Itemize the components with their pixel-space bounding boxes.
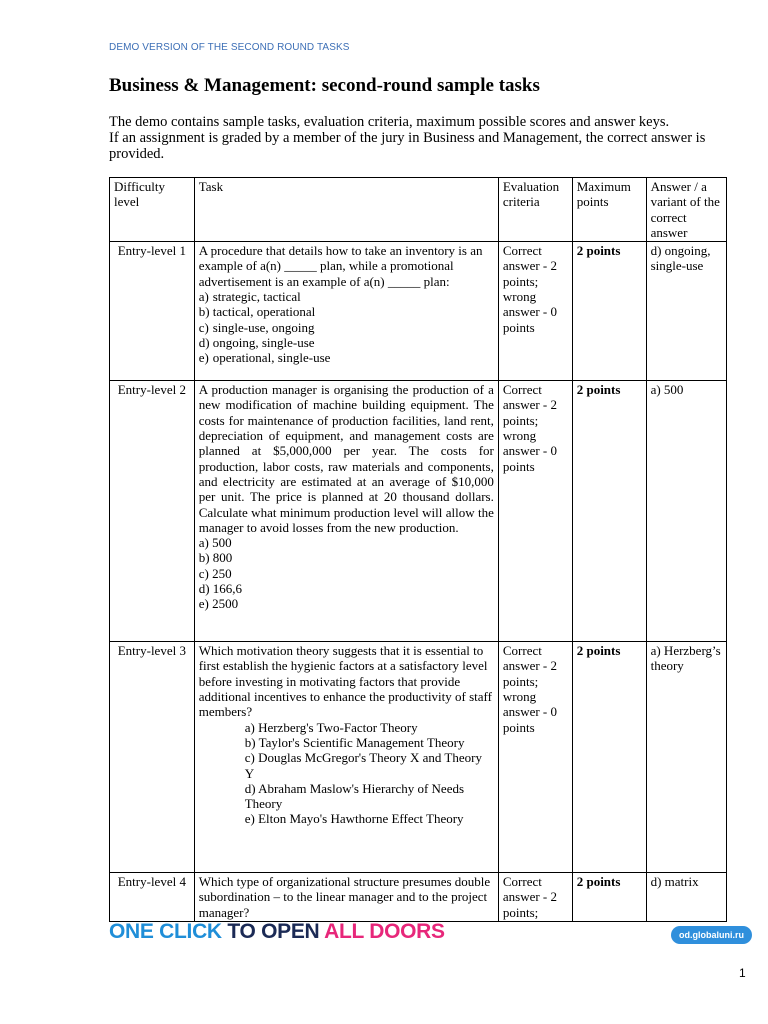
tasks-table [109, 177, 727, 922]
option: d) ongoing, single-use [198, 334, 315, 350]
difficulty-cell: Entry-level 3 [110, 642, 195, 873]
header-difficulty: Difficulty level [110, 178, 195, 242]
table-row [110, 242, 727, 381]
criteria-cell: Correct answer - 2 points; [498, 873, 572, 922]
slogan-part-to-open: TO OPEN [227, 920, 320, 943]
option: d) 166,6 [198, 581, 243, 597]
criteria-cell: Correct answer - 2 points; wrong answer - 0 points [498, 242, 572, 381]
points-cell: 2 points [572, 381, 646, 642]
answer-cell: d) matrix [646, 873, 726, 922]
criteria-cell: Correct answer - 2 points; wrong answer - 0 points [498, 381, 572, 642]
table-row [110, 873, 727, 922]
page-title: Business & Management: second-round sample tasks [109, 75, 540, 96]
answer-cell: a) 500 [646, 381, 726, 642]
task-cell [194, 242, 498, 381]
difficulty-cell: Entry-level 4 [110, 873, 195, 922]
intro-text [109, 114, 759, 162]
option: c) single-use, ongoing [198, 319, 315, 335]
intro-line-1: The demo contains sample tasks, evaluation criteria, maximum possible scores and answer keys. [109, 114, 670, 130]
task-cell [194, 873, 498, 922]
option: b) tactical, operational [198, 304, 316, 320]
option: a) 500 [198, 535, 232, 551]
task-cell [194, 381, 498, 642]
header-criteria: Evaluation criteria [498, 178, 572, 242]
option: b) 800 [198, 550, 233, 566]
difficulty-cell: Entry-level 1 [110, 242, 195, 381]
site-link-badge[interactable]: od.globaluni.ru [671, 926, 752, 944]
option: d) Abraham Maslow's Hierarchy of Needs Theory [244, 780, 465, 812]
header-answer: Answer / a variant of the correct answer [646, 178, 726, 242]
points-cell: 2 points [572, 873, 646, 922]
task-cell [194, 642, 498, 873]
slogan-part-one-click: ONE CLICK [109, 920, 222, 943]
difficulty-cell: Entry-level 2 [110, 381, 195, 642]
option: a) Herzberg's Two-Factor Theory [244, 719, 418, 735]
header-points: Maximum points [572, 178, 646, 242]
intro-line-2: If an assignment is graded by a member of the jury in Business and Management, the correct answer is provided. [109, 130, 706, 162]
question-text: Which motivation theory suggests that it is essential to first establish the hygienic factors at a satisfactory level before investing in motivating factors that provide additional incentives to enhance the productivity of staff members? [198, 643, 492, 720]
table-row [110, 381, 727, 642]
demo-version-label: DEMO VERSION OF THE SECOND ROUND TASKS [109, 42, 350, 53]
question-text: A procedure that details how to take an inventory is an example of a(n) _____ plan, while a promotional advertisement is an example of a(n) _____ plan: [198, 243, 483, 289]
points-cell: 2 points [572, 242, 646, 381]
table-row [110, 642, 727, 873]
points-cell: 2 points [572, 642, 646, 873]
option: e) 2500 [198, 596, 239, 612]
question-text: A production manager is organising the production of a new modification of machine building equipment. The costs for maintenance of production facilities, land rent, depreciation of equipment, and management costs are planned at $5,000,000 per year. The costs for production, labor costs, raw materials and components, and electricity are estimated at an average of $10,000 per unit. The price is planned at 20 thousand dollars. Calculate what minimum production level will allow the manager to avoid losses from the new production. [198, 382, 494, 535]
criteria-cell: Correct answer - 2 points; wrong answer - 0 points [498, 642, 572, 873]
answer-cell: d) ongoing, single-use [646, 242, 726, 381]
header-task: Task [194, 178, 498, 242]
option: e) operational, single-use [198, 350, 331, 366]
option: c) Douglas McGregor's Theory X and Theory Y [244, 750, 482, 781]
question-text: Which type of organizational structure presumes double subordination – to the linear manager and to the project manager? [198, 874, 491, 920]
option: e) Elton Mayo's Hawthorne Effect Theory [244, 811, 464, 827]
page-number: 1 [739, 966, 746, 980]
answer-cell: a) Herzberg’s theory [646, 642, 726, 873]
option: c) 250 [198, 565, 232, 581]
slogan-part-all-doors: ALL DOORS [324, 920, 445, 943]
footer-slogan [109, 920, 445, 944]
table-header-row [110, 178, 727, 242]
option: a) strategic, tactical [198, 289, 301, 305]
option: b) Taylor's Scientific Management Theory [244, 734, 465, 750]
